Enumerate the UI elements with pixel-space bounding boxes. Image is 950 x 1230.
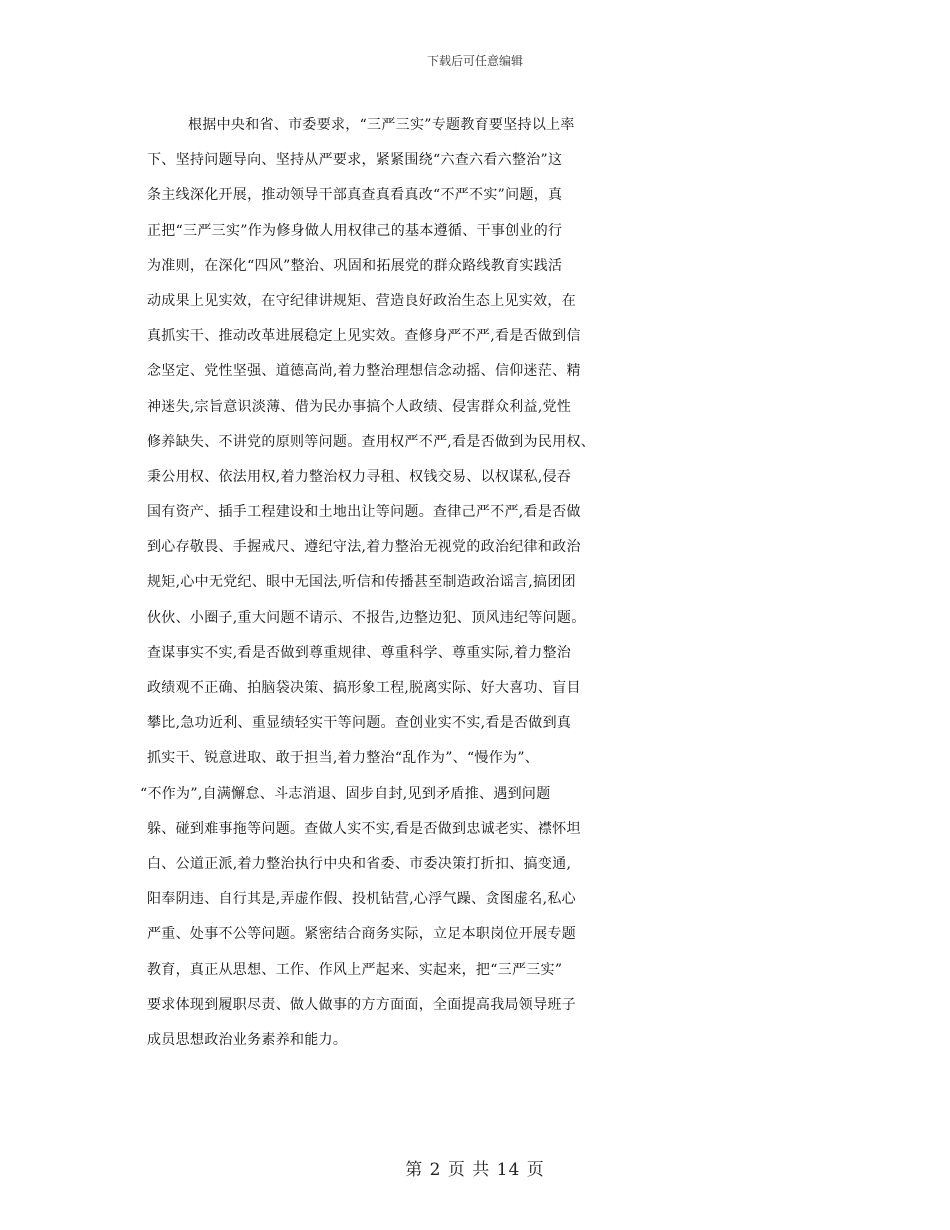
paragraph-line: 查谋事实不实,看是否做到尊重规律、尊重科学、尊重实际,着力整治 bbox=[147, 644, 572, 661]
paragraph-line: 下、坚持问题导向、坚持从严要求，紧紧围绕“六查六看六整治”这 bbox=[147, 152, 563, 169]
paragraph-line: 躲、碰到难事拖等问题。查做人实不实,看是否做到忠诚老实、襟怀坦 bbox=[147, 820, 581, 837]
document-paragraph bbox=[0, 108, 950, 1058]
paragraph-line: 要求体现到履职尽责、做人做事的方方面面，全面提高我局领导班子 bbox=[147, 996, 576, 1013]
paragraph-line: 动成果上见实效，在守纪律讲规矩、营造良好政治生态上见实效，在 bbox=[147, 292, 576, 309]
paragraph-line: 神迷失,宗旨意识淡薄、借为民办事搞个人政绩、侵害群众利益,党性 bbox=[147, 398, 572, 415]
paragraph-line: 根据中央和省、市委要求，“三严三实”专题教育要坚持以上率 bbox=[188, 117, 575, 133]
paragraph-line: 抓实干、锐意进取、敢于担当,着力整治“乱作为”、“慢作为”、 bbox=[147, 750, 540, 767]
paragraph-line: 严重、处事不公等问题。紧密结合商务实际，立足本职岗位开展专题 bbox=[147, 926, 576, 943]
paragraph-line: 攀比,急功近利、重显绩轻实干等问题。查创业实不实,看是否做到真 bbox=[147, 715, 572, 732]
paragraph-line: 规矩,心中无党纪、眼中无国法,听信和传播甚至制造政治谣言,搞团团 bbox=[147, 574, 576, 591]
paragraph-line: 为准则，在深化“四风”整治、巩固和拓展党的群众路线教育实践活 bbox=[147, 257, 563, 274]
paragraph-line: “不作为”,自满懈怠、斗志消退、固步自封,见到矛盾推、遇到问题 bbox=[140, 785, 551, 802]
paragraph-line: 教育，真正从思想、工作、作风上严起来、实起来，把“三严三实” bbox=[147, 961, 563, 978]
paragraph-line: 成员思想政治业务素养和能力。 bbox=[147, 1031, 348, 1048]
paragraph-line: 国有资产、插手工程建设和土地出让等问题。查律己严不严,看是否做 bbox=[147, 504, 581, 521]
paragraph-line: 修养缺失、不讲党的原则等问题。查用权严不严,看是否做到为民用权、 bbox=[147, 433, 596, 450]
paragraph-line: 条主线深化开展，推动领导干部真查真看真改“不严不实”问题，真 bbox=[147, 187, 563, 204]
page-header-note: 下载后可任意编辑 bbox=[426, 54, 523, 68]
paragraph-line: 伙伙、小圈子,重大问题不请示、不报告,边整边犯、顶风违纪等问题。 bbox=[147, 609, 586, 626]
paragraph-line: 阳奉阴违、自行其是,弄虚作假、投机钻营,心浮气躁、贪图虚名,私心 bbox=[147, 891, 576, 908]
paragraph-line: 秉公用权、依法用权,着力整治权力寻租、权钱交易、以权谋私,侵吞 bbox=[147, 468, 572, 485]
paragraph-line: 政绩观不正确、拍脑袋决策、搞形象工程,脱离实际、好大喜功、盲目 bbox=[147, 680, 581, 696]
paragraph-line: 真抓实干、推动改革进展稳定上见实效。查修身严不严,看是否做到信 bbox=[147, 328, 581, 345]
paragraph-line: 念坚定、党性坚强、道德高尚,着力整治理想信念动摇、信仰迷茫、精 bbox=[147, 363, 581, 380]
paragraph-line: 正把“三严三实”作为修身做人用权律己的基本遵循、干事创业的行 bbox=[147, 222, 563, 239]
paragraph-line: 白、公道正派,着力整治执行中央和省委、市委决策打折扣、搞变通, bbox=[147, 855, 572, 872]
paragraph-line: 到心存敬畏、手握戒尺、遵纪守法,着力整治无视党的政治纪律和政治 bbox=[147, 539, 581, 556]
page-number-footer: 第 2 页 共 14 页 bbox=[405, 1160, 545, 1180]
